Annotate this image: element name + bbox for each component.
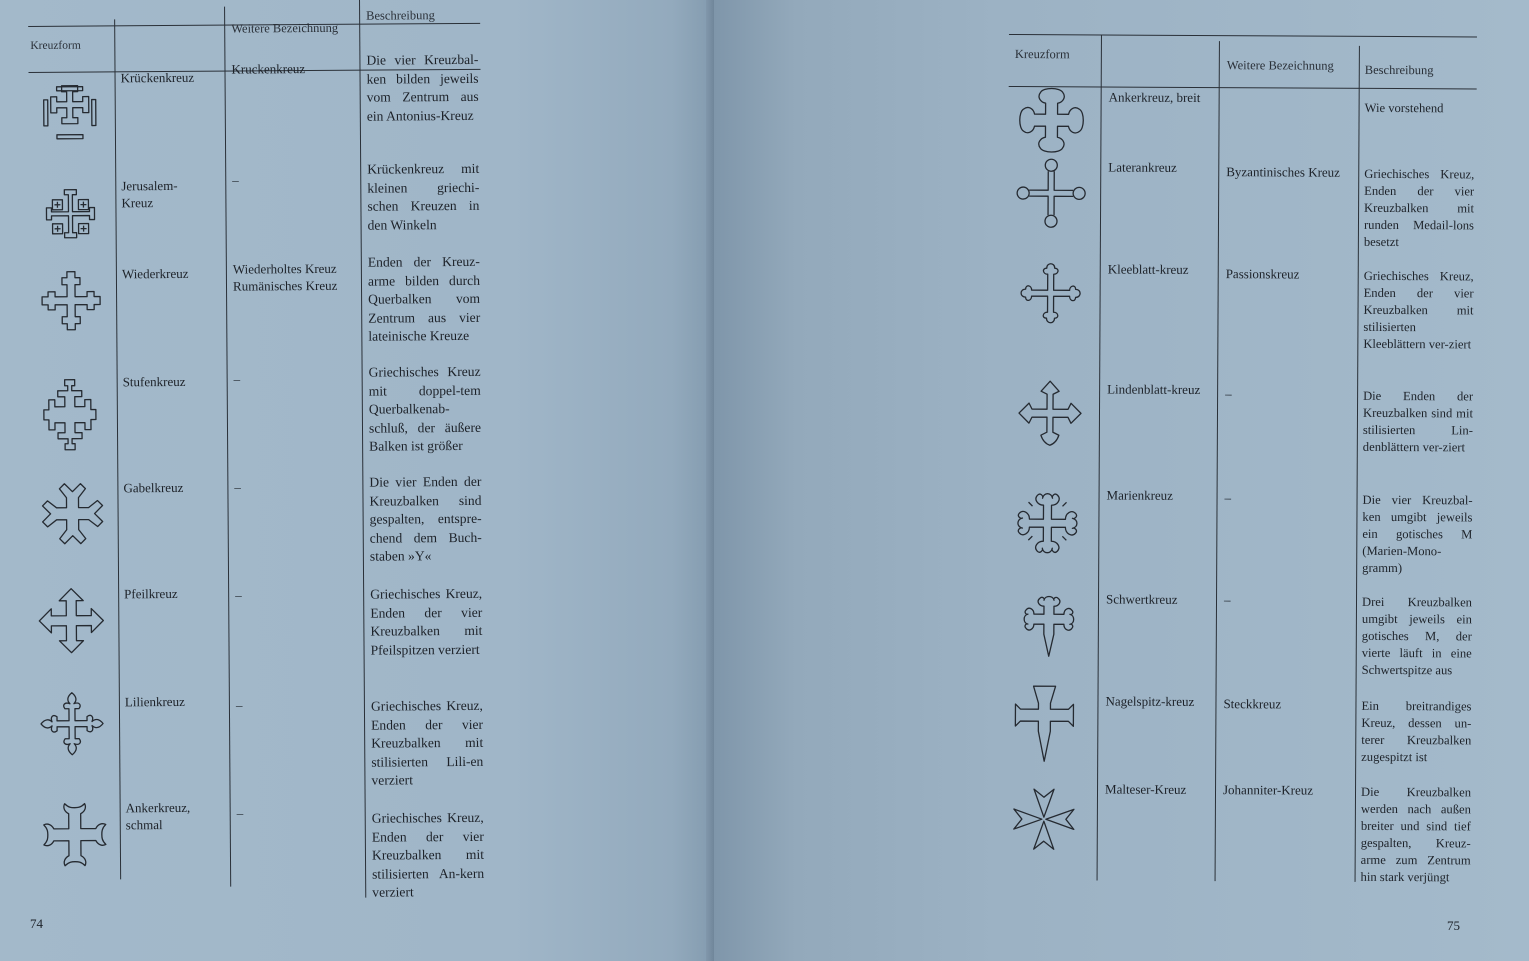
row-desc: Die vier Enden der Kreuzbalken sind gespalten, entspre-chend dem Buch-staben »Y« <box>369 473 482 564</box>
row-alt: Passionskreuz <box>1225 266 1300 282</box>
column-rule <box>114 19 121 879</box>
row-name: Krückenkreuz <box>120 69 195 86</box>
header-form: Kreuzform <box>1014 47 1070 62</box>
row-name: Ankerkreuz, breit <box>1108 89 1201 106</box>
row-alt: – <box>232 172 239 188</box>
row-desc: Ein breitrandiges Kreuz, dessen un-terer Kreuzbalken zugespitzt ist <box>1361 698 1472 765</box>
row-desc: Wie vorstehend <box>1364 100 1444 116</box>
row-name: Lilienkreuz <box>124 693 185 710</box>
column-rule <box>1355 46 1360 882</box>
column-rule <box>1215 41 1220 881</box>
laterankreuz-icon <box>1016 158 1086 228</box>
row-desc: Krückenkreuz mit kleinen griechi-schen Kreuzen in den Winkeln <box>367 160 480 233</box>
page-number: 74 <box>30 916 43 931</box>
row-name: Ankerkreuz, schmal <box>125 799 191 833</box>
row-name: Schwertkreuz <box>1105 591 1178 607</box>
cross-table-right <box>1005 30 1477 885</box>
header-alt: Weitere Bezeichnung <box>1226 58 1334 73</box>
malteserkreuz-icon <box>1009 784 1079 854</box>
row-name: Laterankreuz <box>1108 159 1177 175</box>
row-desc: Die Enden der Kreuzbalken sind mit stilisierten Lin-denblättern ver-ziert <box>1362 388 1474 455</box>
pfeilkreuz-icon <box>36 585 106 655</box>
row-alt: – <box>235 587 242 603</box>
row-alt <box>1227 89 1352 90</box>
row-name: Malteser-Kreuz <box>1104 781 1187 797</box>
header-alt: Weitere Bezeichnung <box>231 20 339 36</box>
row-desc: Enden der Kreuz-arme bilden durch Querbalken vom Zentrum aus vier lateinische Kreuze <box>367 253 481 344</box>
row-alt: Johanniter-Kreuz <box>1222 782 1314 798</box>
row-desc: Die vier Kreuzbal-ken umgibt jeweils ein gotisches M (Marien-Mono-gramm) <box>1362 492 1473 576</box>
column-rule <box>1097 34 1102 880</box>
row-name: Pfeilkreuz <box>124 585 178 602</box>
header-form: Kreuzform <box>30 39 81 52</box>
row-alt: – <box>233 371 241 387</box>
row-desc: Griechisches Kreuz, Enden der vier Kreuzbalken mit stilisierten Lili-en verziert <box>370 697 484 788</box>
cross-table-left <box>28 0 486 900</box>
row-alt: Kruckenkreuz <box>231 61 306 77</box>
row-name: Kleeblatt-kreuz <box>1107 261 1189 277</box>
row-name: Jerusalem-Kreuz <box>121 177 178 211</box>
header-desc: Beschreibung <box>366 8 435 23</box>
ankerkreuz-breit-icon <box>1016 84 1086 154</box>
gabelkreuz-icon <box>37 477 107 547</box>
row-alt: – <box>234 479 241 495</box>
ankerkreuz-schmal-icon <box>40 797 110 867</box>
stufenkreuz-icon <box>35 373 105 443</box>
row-desc: Drei Kreuzbalken umgibt jeweils ein gotisches M, der vierte läuft in eine Schwertspitze aus <box>1361 594 1473 678</box>
row-name: Wiederkreuz <box>121 265 189 282</box>
row-alt: – <box>1224 490 1232 506</box>
header-desc: Beschreibung <box>1364 62 1434 78</box>
row-name: Stufenkreuz <box>122 373 186 390</box>
row-alt: Steckkreuz <box>1223 696 1282 712</box>
row-desc: Griechisches Kreuz, Enden der vier Kreuzbalken mit runden Medail-lons besetzt <box>1363 166 1475 250</box>
row-desc: Griechisches Kreuz, Enden der vier Kreuzbalken mit stilisierten Kleeblättern ver-ziert <box>1363 268 1474 352</box>
table-top-rule <box>1009 34 1477 37</box>
row-desc: Griechisches Kreuz, Enden der vier Kreuzbalken mit Pfeilspitzen verziert <box>370 585 483 658</box>
marienkreuz-icon <box>1012 486 1082 556</box>
column-rule <box>224 7 231 887</box>
page-number: 75 <box>1447 918 1460 933</box>
kleeblattkreuz-icon <box>1015 258 1085 328</box>
row-alt: – <box>236 805 244 821</box>
right-page <box>714 0 1529 961</box>
row-alt: – <box>235 697 243 713</box>
jerusalemkreuz-icon <box>35 181 105 251</box>
row-alt: Wiederholtes Kreuz Rumänisches Kreuz <box>232 260 338 294</box>
row-name: Gabelkreuz <box>123 479 184 496</box>
row-name: Marienkreuz <box>1106 487 1174 503</box>
lilienkreuz-icon <box>37 689 107 759</box>
nagelspitzkreuz-icon <box>1009 686 1079 756</box>
krueckenkreuz-icon <box>35 77 105 147</box>
row-desc: Griechisches Kreuz, Enden der vier Kreuzbalken mit stilisierten An-kern verziert <box>371 809 485 900</box>
row-desc: Die Kreuzbalken werden nach außen breiter und sind tief gespalten, Kreuz-arme zum Zentrum hin stark verjüngt <box>1360 784 1472 885</box>
lindenblattkreuz-icon <box>1015 378 1085 448</box>
schwertkreuz-icon <box>1012 590 1082 660</box>
row-alt: – <box>1223 592 1231 608</box>
wiederkreuz-icon <box>36 265 106 335</box>
row-alt: Byzantinisches Kreuz <box>1226 164 1341 180</box>
row-desc: Griechisches Kreuz mit doppel-tem Querbalkenab-schluß, der äußere Balken ist größer <box>368 363 482 454</box>
row-desc: Die vier Kreuzbal-ken bilden jeweils vom Zentrum aus ein Antonius-Kreuz <box>366 51 479 124</box>
column-rule <box>359 0 366 898</box>
left-page <box>0 0 730 961</box>
row-alt: – <box>1225 386 1232 402</box>
row-name: Nagelspitz-kreuz <box>1105 693 1195 709</box>
row-name: Lindenblatt-kreuz <box>1107 381 1201 398</box>
